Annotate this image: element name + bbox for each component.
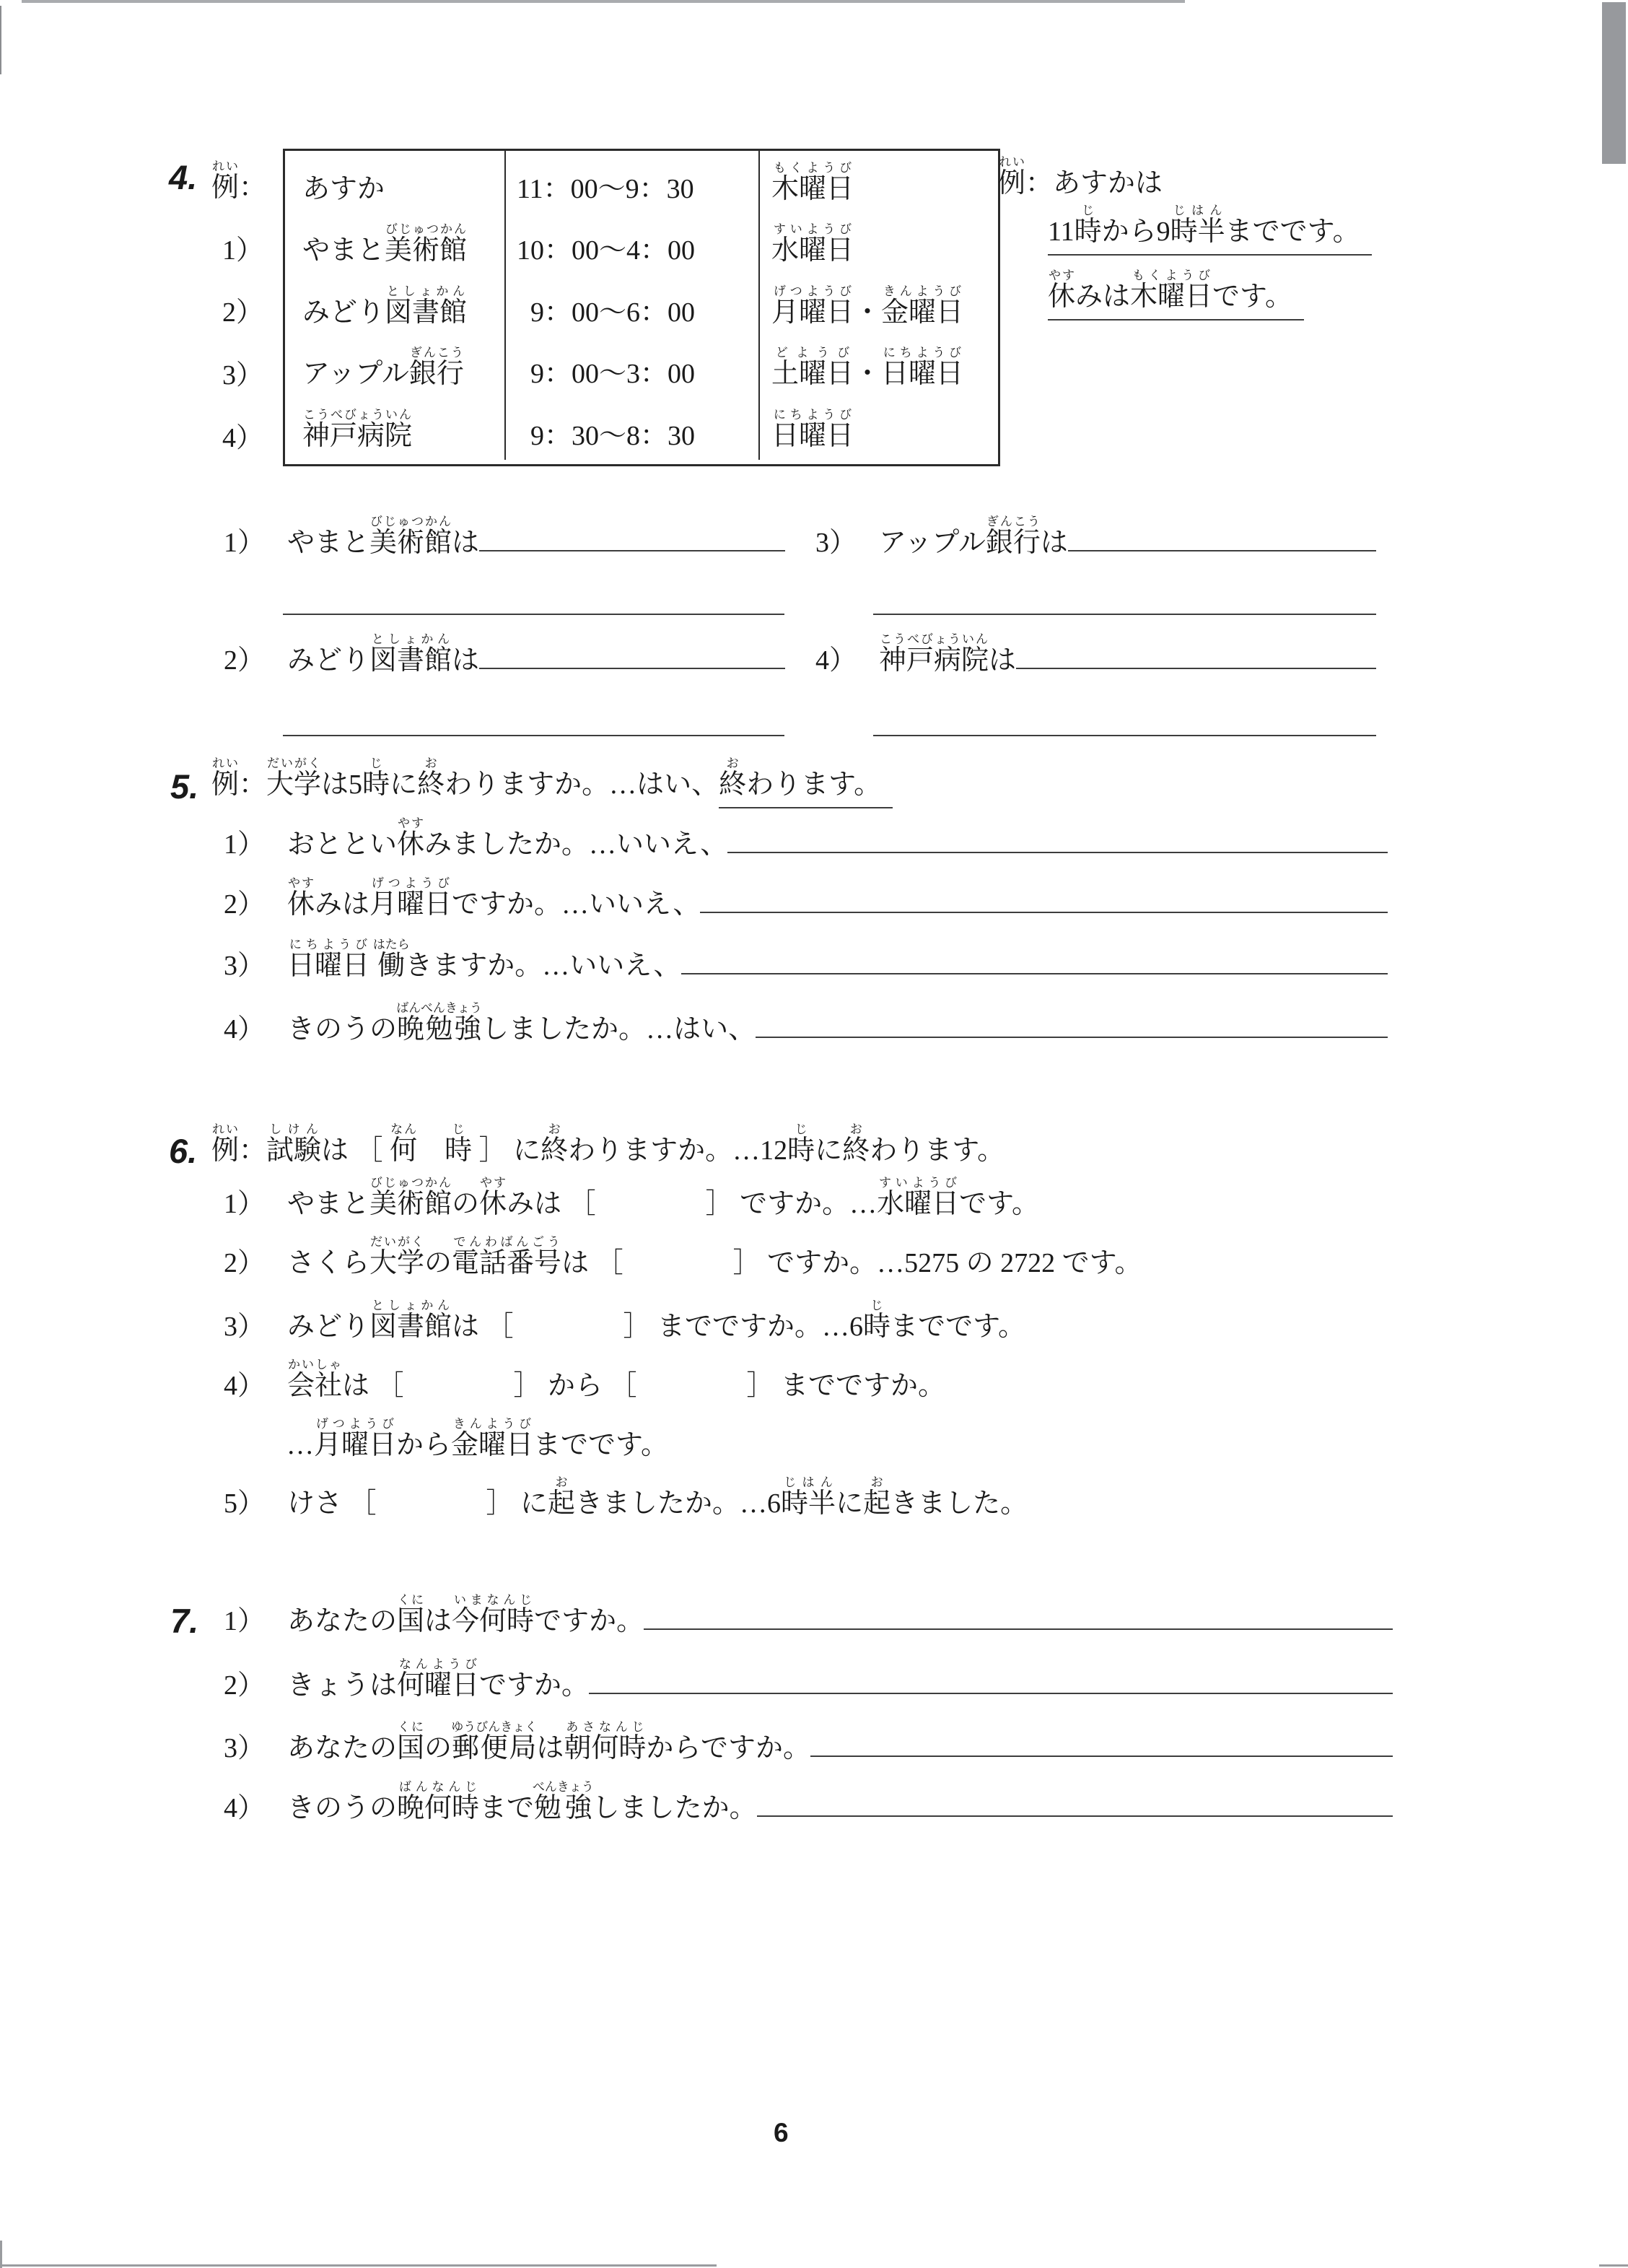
question-text[interactable]: さくら大学だいがくの電話番号でんわばんごうは ［ ］ ですか。…5275 の 2722 です。 xyxy=(287,1235,1142,1278)
question-number: 3） xyxy=(224,1733,266,1763)
question-text: やまと美術館びじゅつかんは xyxy=(287,515,480,558)
question-text: おととい休やすみましたか。…いいえ、 xyxy=(287,816,728,860)
question-text[interactable]: みどり図書館としょかんは ［ ］ までですか。…6時じまでです。 xyxy=(287,1299,1026,1342)
section-5-number: 5. xyxy=(170,767,199,806)
answer-line-s4-4b[interactable] xyxy=(873,735,1376,736)
answer-line-s5-2[interactable] xyxy=(700,912,1388,913)
s6-example xyxy=(211,1122,1005,1164)
question-text: きのうの晩勉強ばんべんきょうしましたか。…はい、 xyxy=(287,1001,756,1044)
s7-question-2 xyxy=(224,1657,1393,1699)
question-text: あなたの国くには今何時いまなんじですか。 xyxy=(287,1593,644,1636)
s7-question-1 xyxy=(224,1593,1393,1635)
bottom-edge-strip-right xyxy=(1599,2264,1628,2267)
s4-example-answer-1 xyxy=(1048,204,1372,256)
s4-example-answer-2-text: 休やすみは木曜日もくようびです。 xyxy=(1048,269,1304,320)
question-text: 休やすみは月曜日げつようびですか。…いいえ、 xyxy=(287,876,701,920)
table-cell-name: やまと 美術館びじゅつかん xyxy=(302,222,468,266)
question-text: みどり図書館としょかんは xyxy=(287,632,480,676)
table-cell-name: みどり 図書館としょかん xyxy=(302,284,468,328)
s6-question-1 xyxy=(224,1176,1039,1218)
question-number: 3） xyxy=(224,1312,266,1342)
table-cell-name: アップル 銀行ぎんこう xyxy=(302,346,464,390)
question-text: きょうは何曜日なんようびですか。 xyxy=(287,1657,590,1701)
s5-example-question: 例れい：大学だいがくは5時じに終おわりますか。…はい、 xyxy=(211,756,719,800)
s4-example-title-text: 例れい：あすかは xyxy=(998,155,1163,199)
question-number: 5） xyxy=(224,1488,266,1519)
s4-question-1 xyxy=(224,515,785,557)
s5-example-answer: 終おわります。 xyxy=(719,756,893,808)
table-cell-closed: 月曜日げつようび ・ 金曜日きんようび xyxy=(758,274,998,336)
s5-example xyxy=(211,756,893,808)
answer-line-s7-4[interactable] xyxy=(757,1815,1393,1817)
question-text: あなたの国くにの郵便局ゆうびんきょくは朝何時あさなんじからですか。 xyxy=(287,1720,811,1763)
s6-question-2 xyxy=(224,1235,1142,1277)
row-label-1: 1） xyxy=(222,235,264,266)
question-number: 1） xyxy=(224,1606,266,1636)
s4-example-title xyxy=(998,155,1163,197)
left-edge-mark-top xyxy=(0,6,1,74)
question-number: 2） xyxy=(224,645,266,676)
table-cell-closed: 木曜日もくようび xyxy=(758,151,998,213)
question-number: 3） xyxy=(224,951,266,981)
question-number: 3） xyxy=(815,528,857,558)
table-cell-hours: 9：30～8：30 xyxy=(504,398,758,460)
answer-line-s4-3a[interactable] xyxy=(1068,550,1376,551)
answer-line-s4-4a[interactable] xyxy=(1016,668,1376,669)
answer-line-s5-1[interactable] xyxy=(727,852,1388,853)
section-7-number: 7. xyxy=(170,1602,199,1640)
s5-question-1 xyxy=(224,816,1388,858)
question-number: 2） xyxy=(224,889,266,920)
table-cell-closed: 水曜日すいようび xyxy=(758,213,998,275)
section-4-number: 4. xyxy=(169,158,198,196)
s6-example-text: 例れい：試験しけんは ［ 何なん 時じ ］ に終おわりますか。…12時じに終おわります。 xyxy=(211,1122,1005,1166)
answer-line-s7-3[interactable] xyxy=(810,1755,1393,1757)
s4-example-answer-2 xyxy=(1048,269,1304,320)
table-cell-hours: 9：00～6：00 xyxy=(504,274,758,336)
s6-question-4 xyxy=(224,1358,945,1400)
table-cell-closed: 日曜日にちようび xyxy=(758,398,998,460)
answer-line-s4-1a[interactable] xyxy=(479,550,785,551)
question-text[interactable]: けさ ［ ］ に起おきましたか。…6時半じはんに起おきました。 xyxy=(287,1475,1028,1519)
section-6-number: 6. xyxy=(169,1132,198,1170)
s6-question-4-answer-text: …月曜日げつようびから金曜日きんようびまでです。 xyxy=(286,1417,669,1460)
question-text: アップル銀行ぎんこうは xyxy=(879,515,1068,558)
s6-question-4-answer xyxy=(286,1417,668,1459)
section-4-row-labels xyxy=(173,149,283,462)
s4-example-answer-1-text: 11時じから9時半じはんまでです。 xyxy=(1048,204,1372,256)
s5-question-4 xyxy=(224,1001,1388,1043)
question-number: 2） xyxy=(224,1670,266,1701)
answer-line-s4-2a[interactable] xyxy=(479,668,785,669)
answer-line-s4-2b[interactable] xyxy=(283,735,784,736)
s4-question-2 xyxy=(224,632,785,674)
bottom-edge-strip-left xyxy=(0,2264,717,2267)
answer-line-s5-4[interactable] xyxy=(756,1037,1388,1038)
question-number: 1） xyxy=(224,829,266,860)
s4-question-4 xyxy=(815,632,1376,674)
question-number: 1） xyxy=(224,1189,266,1219)
question-number: 4） xyxy=(224,1014,266,1044)
table-cell-hours: 11：00～9：30 xyxy=(504,151,758,213)
question-text[interactable]: やまと美術館びじゅつかんの休やすみは ［ ］ ですか。…水曜日すいようびです。 xyxy=(287,1176,1040,1219)
schedule-table xyxy=(283,149,1000,466)
question-number: 4） xyxy=(815,645,857,676)
table-cell-name: あすか xyxy=(302,173,385,204)
question-number: 2） xyxy=(224,1248,266,1278)
question-text: 神戸病院こうべびょういんは xyxy=(879,632,1017,676)
page-number: 6 xyxy=(774,2118,789,2147)
s7-question-4 xyxy=(224,1780,1393,1822)
table-cell-hours: 9：00～3：00 xyxy=(504,336,758,398)
answer-line-s7-1[interactable] xyxy=(644,1628,1393,1630)
row-label-4: 4） xyxy=(222,422,264,453)
s5-question-2 xyxy=(224,876,1388,918)
s6-question-5 xyxy=(224,1475,1028,1517)
question-number: 4） xyxy=(224,1371,266,1401)
answer-line-s5-3[interactable] xyxy=(681,973,1388,974)
question-text: きのうの晩何時ばんなんじまで勉強べんきょうしましたか。 xyxy=(287,1780,757,1823)
s4-question-3 xyxy=(815,515,1376,557)
row-label-example: 例れい ： xyxy=(211,159,267,203)
table-cell-name: 神戸病院こうべびょういん xyxy=(302,407,413,451)
answer-line-s4-3b[interactable] xyxy=(873,614,1376,615)
top-edge-strip xyxy=(22,0,1185,3)
s7-question-3 xyxy=(224,1720,1393,1762)
left-edge-mark-bottom xyxy=(0,2241,2,2268)
question-number: 1） xyxy=(224,528,266,558)
question-text[interactable]: 会社かいしゃは ［ ］ から ［ ］ までですか。 xyxy=(287,1358,946,1401)
s6-question-3 xyxy=(224,1299,1025,1340)
side-tab xyxy=(1602,2,1626,164)
question-text: 日曜日にちようび 働はたらきますか。…いいえ、 xyxy=(287,938,681,981)
answer-line-s4-1b[interactable] xyxy=(283,614,784,615)
question-number: 4） xyxy=(224,1793,266,1823)
table-cell-hours: 10：00～4：00 xyxy=(504,213,758,275)
row-label-3: 3） xyxy=(222,360,264,391)
s5-question-3 xyxy=(224,938,1388,980)
answer-line-s7-2[interactable] xyxy=(589,1693,1393,1694)
table-cell-closed: 土曜日どようび ・ 日曜日にちようび xyxy=(758,336,998,398)
row-label-2: 2） xyxy=(222,297,264,328)
